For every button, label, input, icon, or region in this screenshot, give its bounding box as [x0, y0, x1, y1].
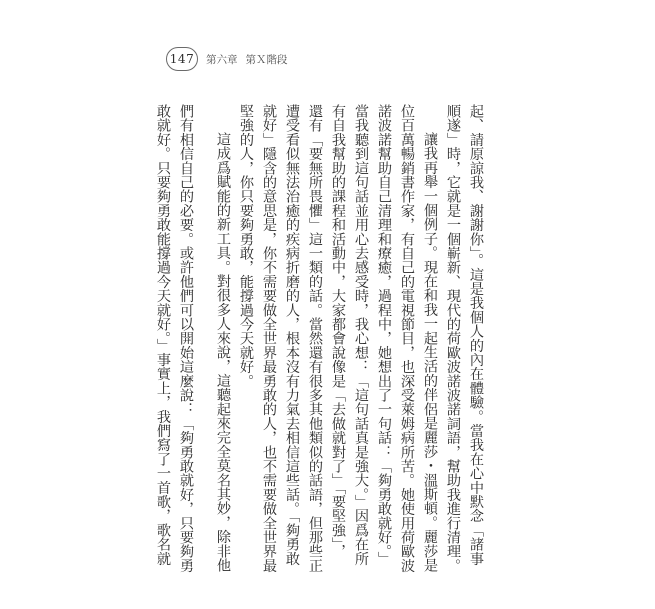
text-column: 敢就好。只要夠勇敢能撐過今天就好。」事實上，我們寫了一首歌，歌名就: [155, 104, 171, 566]
text-column: 讓我再舉一個例子。現在和我一起生活的伴侶是麗莎・溫斯頓。麗莎是: [422, 132, 438, 573]
text-column: 堅強的人，你只要夠勇敢，能撐過今天就好。: [238, 104, 254, 388]
text-column: 位百萬暢銷書作家，有自己的電視節目，也深受萊姆病所苦。她使用荷歐波: [399, 104, 415, 573]
text-column: 遭受看似無法治癒的疾病折磨的人，根本沒有力氣去相信這些話。「夠勇敢: [284, 104, 300, 566]
text-column: 起、請原諒我、謝謝你」。這是我個人的內在體驗。當我在心中默念「諸事: [468, 104, 484, 566]
text-column: 這成爲賦能的新工具。對很多人來說，這聽起來完全莫名其妙，除非他: [215, 132, 231, 573]
text-column: 有自我幫助的課程和活動中，大家都會說像是「去做就對了」「要堅強」，: [330, 104, 346, 559]
text-column: 們有相信自己的必要。或許他們可以開始這麼說：「夠勇敢就好，只要夠勇: [178, 104, 194, 573]
vertical-text-body: [154, 104, 485, 574]
text-column: 還有「要無所畏懼」這一類的話。當然還有很多其他類似的話語，但那些正: [307, 104, 323, 573]
text-column: 諾波諾幫助自己清理和療癒，過程中，她想出了一句話：「夠勇敢就好。」: [376, 104, 392, 566]
text-column: 就好」隱含的意思是，你不需要做全世界最勇敢的人，也不需要做全世界最: [261, 104, 277, 573]
text-column: 當我聽到這句話並用心去感受時，我心想：「這句話真是強大。」因爲在所: [353, 104, 369, 566]
running-header: [166, 46, 288, 72]
chapter-label: 第六章: [206, 53, 238, 66]
section-label: 第Ｘ階段: [245, 53, 288, 66]
page-number-badge: 147: [166, 47, 198, 71]
text-column: 順遂」時，它就是一個嶄新、現代的荷歐波諾波諾詞語，幫助我進行清理。: [445, 104, 461, 573]
